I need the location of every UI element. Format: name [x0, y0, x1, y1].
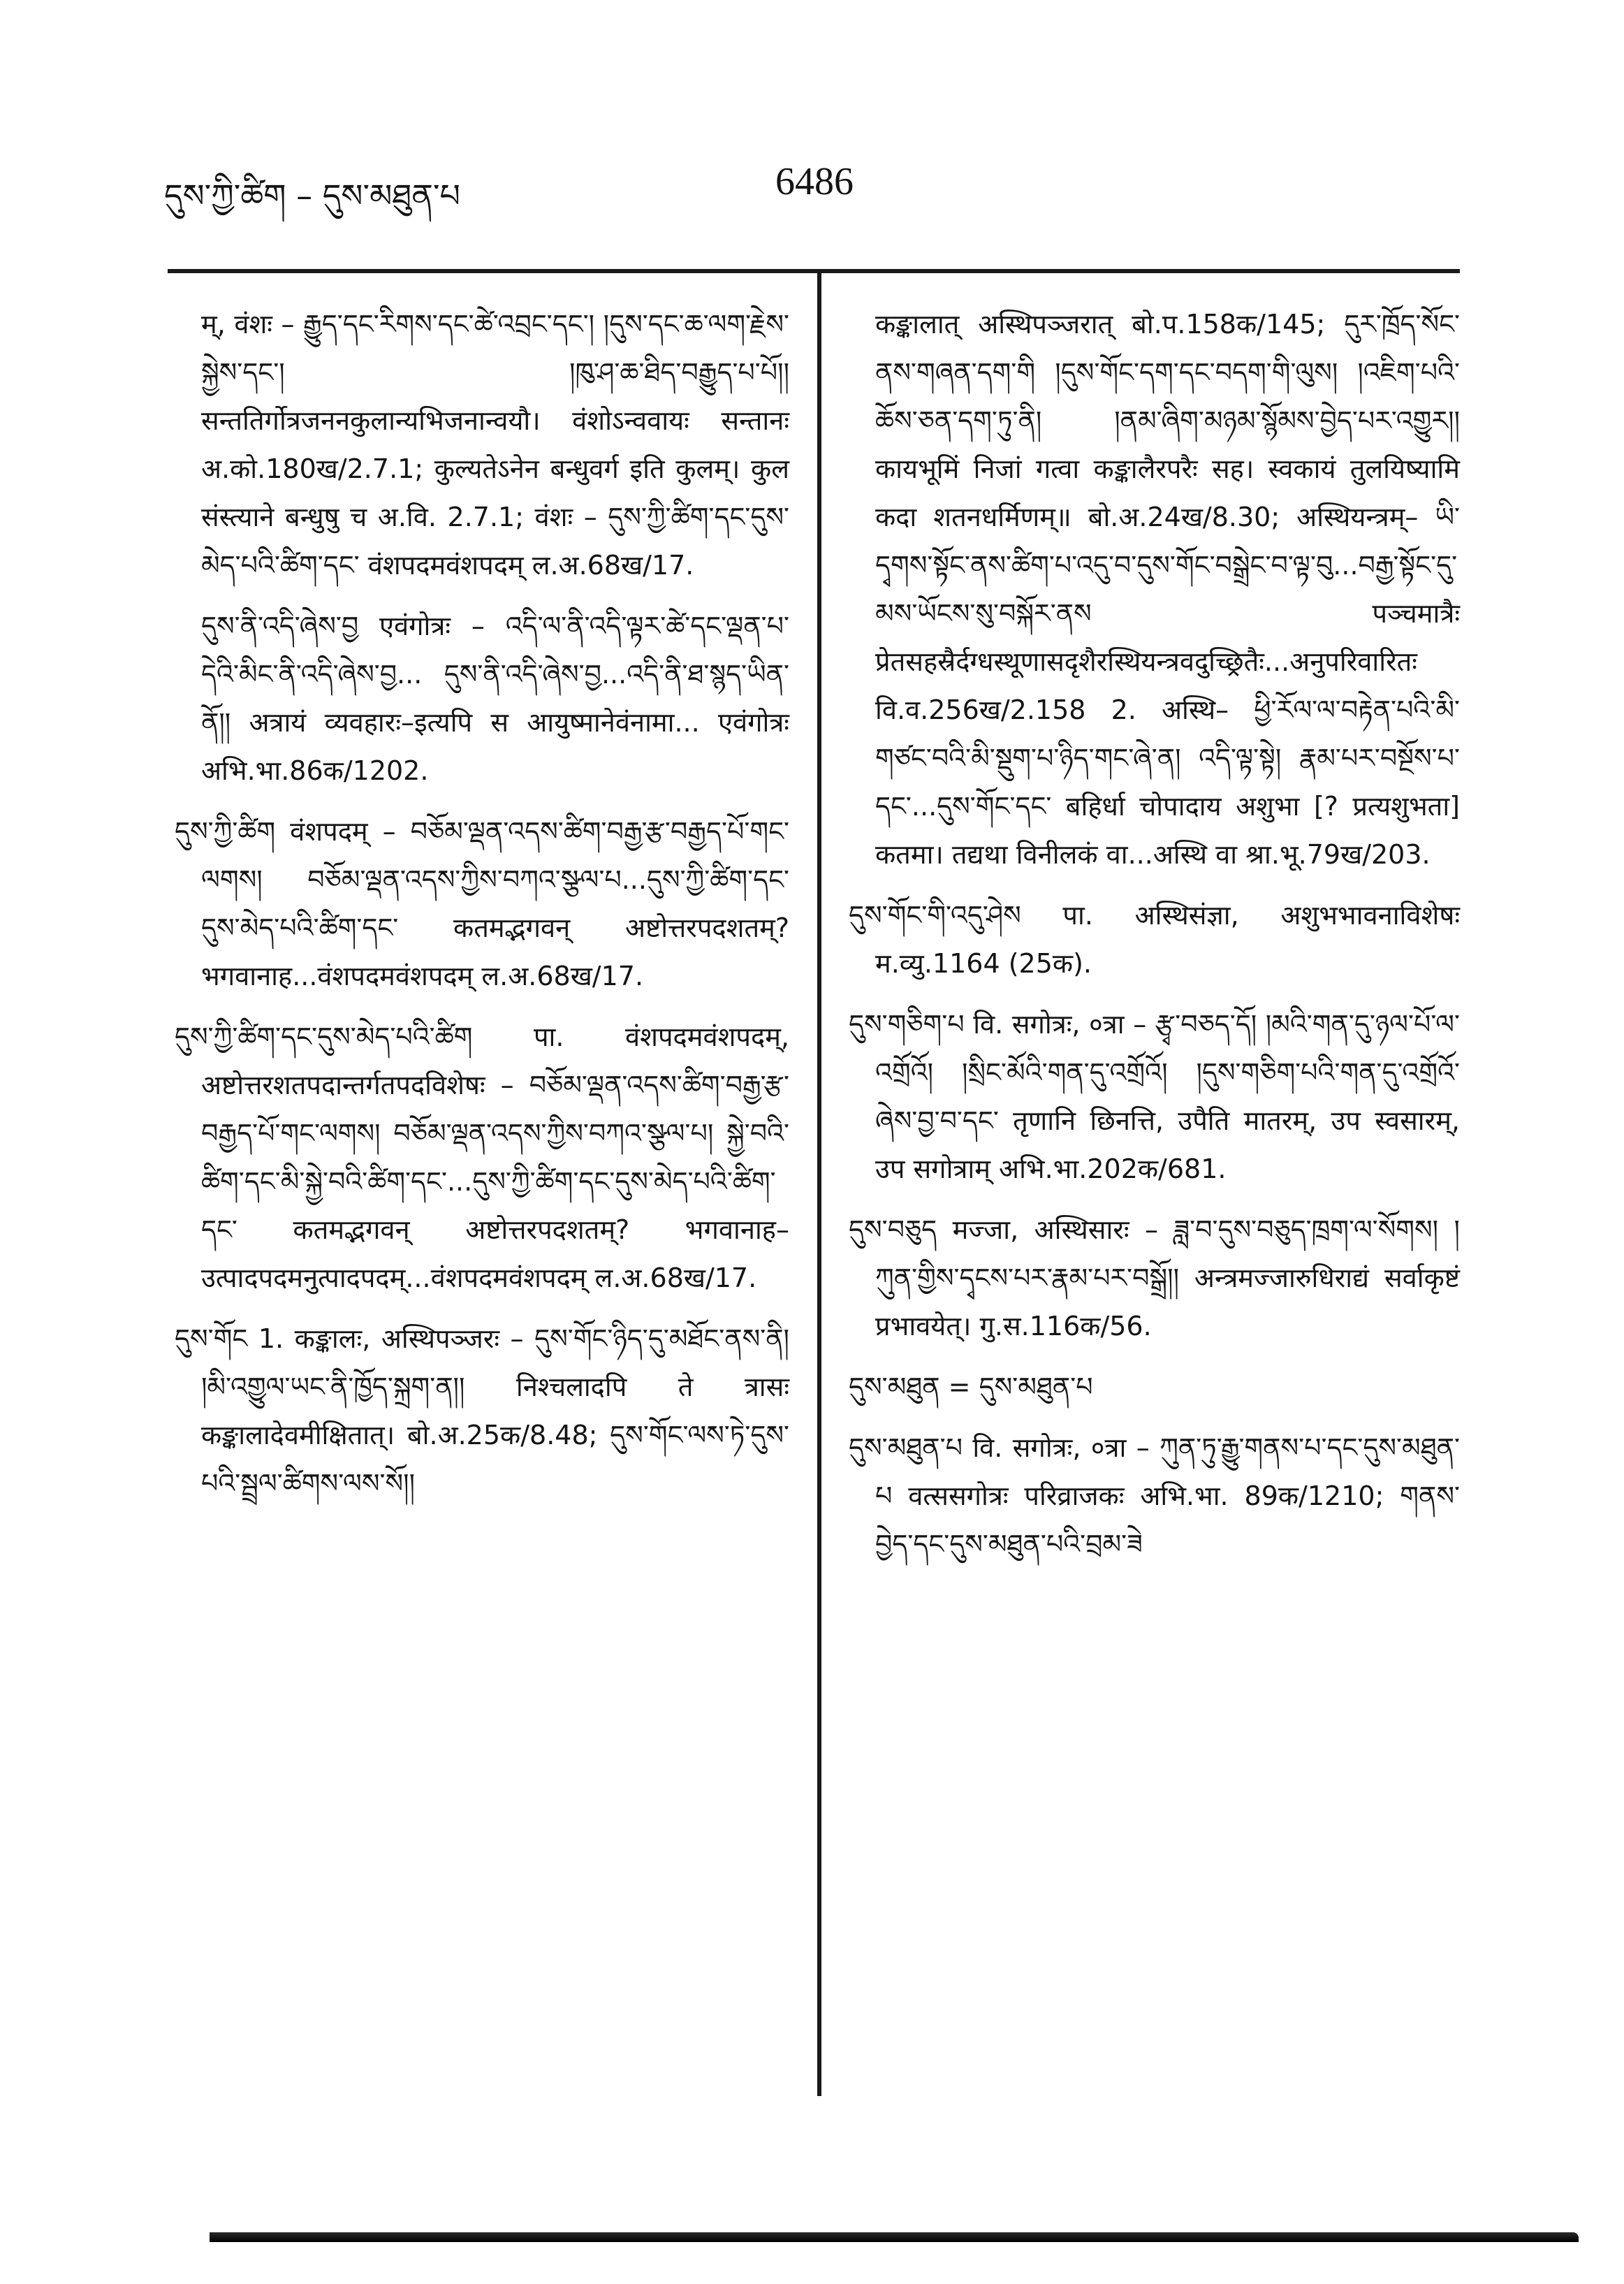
dictionary-entry: དུས་ཀྱི་ཚིག वंशपदम् – བཅོམ་ལྡན་འདས་ཚིག་བརྒྱ་རྩ་བརྒྱད་པོ་གང་ལགས། བཅོམ་ལྡན་འདས་ཀྱིས་བཀའ་སྩལ་པ...དུས་ཀྱི་ཚིག་དང་དུས་མེད་པའི་ཚིག་དང་ कतमद्भगवन् अष्टोत्तरपदशतम्? भगवानाह...वंशपदमवंशपदम् ल.अ.68ख/17. — [175, 816, 789, 991]
page-number: 6486 — [775, 160, 854, 203]
dictionary-entry: དུས་མཐུན་པ वि. सगोत्रः, ०त्रा – ཀུན་ཏུ་རྒྱུ་གནས་པ་དང་དུས་མཐུན་པ वत्ससगोत्रः परिव्राजकः अभि.भा. 89क/1210; གནས་བྱེད་དང་དུས་མཐུན་པའི་བྲམ་ཟེ — [849, 1432, 1460, 1559]
column-divider — [817, 272, 821, 2096]
running-head: དུས་ཀྱི་ཚིག – དུས་མཐུན་པ — [164, 177, 461, 214]
header-rule — [168, 269, 1460, 273]
right-column — [849, 300, 1460, 1581]
dictionary-entry: དུས་གཅིག་པ वि. सगोत्रः, ०त्रा – རྩྭ་བཅད་དོ། །མའི་གན་དུ་ཉལ་པོ་ལ་འགྲོའོ། །སྲིང་མོའི་གན་དུ་འགྲོའོ། །དུས་གཅིག་པའི་གན་དུ་འགྲོའོ་ཞེས་བྱ་བ་དང་ तृणानि छिनत्ति, उपैति मातरम्, उप स्वसारम्, उप सगोत्राम् अभि.भा.202क/681. — [849, 1009, 1460, 1184]
dictionary-entry: དུས་བཅུད मज्जा, अस्थिसारः – ཟླ་བ་དུས་བཅུད་ཁྲག་ལ་སོགས། །ཀུན་གྱིས་དྭངས་པར་རྣམ་པར་བསྒྲོ།། अन्त्रमज्जारुधिराद्यं सर्वाकृष्टं प्रभावयेत्। गु.स.116क/56. — [849, 1214, 1460, 1341]
entry-continuation: म्, वंशः – རྒྱུད་དང་རིགས་དང་ཚེ་འབྲང་དང་། །དུས་དང་ཆ་ལག་རྗེས་སྐྱེས་དང་། །ཁུ་ཤ་ཆ་ཐིད་བརྒྱུད་པ་པོ།། सन्ततिर्गोत्रजननकुलान्यभिजनान्वयौ। वंशोऽन्ववायः सन्तानः अ.को.180ख/2.7.1; कुल्यतेऽनेन बन्धुवर्ग इति कुलम्। कुल संस्त्याने बन्धुषु च अ.वि. 2.7.1; वंशः – དུས་ཀྱི་ཚིག་དང་དུས་མེད་པའི་ཚིག་དང་ वंशपदमवंशपदम् ल.अ.68ख/17. — [201, 309, 789, 581]
left-column — [175, 300, 789, 1520]
scan-edge-shadow — [210, 2232, 1579, 2242]
dictionary-entry: དུས་གོང་གི་འདུ་ཤེས पा. अस्थिसंज्ञा, अशुभभावनाविशेषः म.व्यु.1164 (25क). — [849, 900, 1460, 979]
sub-entry: དུས་ནི་འདི་ཞེས་བྱ एवंगोत्रः – འདི་ལ་ནི་འདི་ལྟར་ཚེ་དང་ལྡན་པ་དེའི་མིང་ནི་འདི་ཞེས་བྱ... དུས་ནི་འདི་ཞེས་བྱ...འདི་ནི་ཐ་སྙད་ཡིན་ནོ།། अत्रायं व्यवहारः–इत्यपि स आयुष्मानेवंनामा... एवंगोत्रः अभि.भा.86क/1202. — [201, 611, 789, 786]
entry-continuation: कङ्कालात् अस्थिपञ्जरात् बो.प.158क/145; དུར་ཁྲོད་སོང་ནས་གཞན་དག་གི །དུས་གོང་དག་དང་བདག་གི་ལུས། །འཇིག་པའི་ཆོས་ཅན་དག་ཏུ་ནི། །ནམ་ཞིག་མཉམ་སྙོམས་བྱེད་པར་འགྱུར།། कायभूमिं निजां गत्वा कङ्कालैरपरैः सह। स्वकायं तुलयिष्यामि कदा शतनधर्मिणम्॥ बो.अ.24ख/8.30; अस्थियन्त्रम्– ཡི་དྭགས་སྟོང་ནས་ཚིག་པ་འདུ་བ་དུས་གོང་བསྒྲེང་བ་ལྟ་བུ...བརྒྱ་སྟོང་དུ་མས་ཡོངས་སུ་བསྐོར་ནས पञ्चमात्रैः प्रेतसहस्रैर्दग्धस्थूणासदृशैरस्थियन्त्रवदुच्छ्रितैः...अनुपरिवारितः वि.व.256ख/2.158 2. अस्थि– ཕྱི་རོལ་ལ་བརྟེན་པའི་མི་གཙང་བའི་མི་སྡུག་པ་ཉིད་གང་ཞེ་ན། འདི་ལྟ་སྟེ། རྣམ་པར་བསྔོས་པ་དང་...དུས་གོང་དང་ बहिर्धा चोपादाय अशुभा [? प्रत्यशुभता] कतमा। तद्यथा विनीलकं वा...अस्थि वा श्रा.भू.79ख/203. — [875, 309, 1460, 870]
cross-reference: དུས་མཐུན = དུས་མཐུན་པ — [849, 1372, 1093, 1402]
dictionary-entry: དུས་ཀྱི་ཚིག་དང་དུས་མེད་པའི་ཚིག पा. वंशपदमवंशपदम्, अष्टोत्तरशतपदान्तर्गतपदविशेषः – བཅོམ་ལྡན་འདས་ཚིག་བརྒྱ་རྩ་བརྒྱད་པོ་གང་ལགས། བཅོམ་ལྡན་འདས་ཀྱིས་བཀའ་སྩལ་པ། སྐྱེ་བའི་ཚིག་དང་མི་སྐྱེ་བའི་ཚིག་དང་...དུས་ཀྱི་ཚིག་དང་དུས་མེད་པའི་ཚིག་དང་ कतमद्भगवन् अष्टोत्तरपदशतम्? भगवानाह–उत्पादपदमनुत्पादपदम्...वंशपदमवंशपदम् ल.अ.68ख/17. — [175, 1021, 789, 1293]
dictionary-entry: དུས་གོང 1. कङ्कालः, अस्थिपञ्जरः – དུས་གོང་ཉིད་དུ་མཐོང་ནས་ནི། །མི་འགྱུལ་ཡང་ནི་ཁྱོད་སྐྲག་ན།། निश्चलादपि ते त्रासः कङ्कालादेवमीक्षितात्। बो.अ.25क/8.48; དུས་གོང་ལས་ཏེ་དུས་པའི་སྦྲལ་ཚིགས་ལས་སོ།། — [175, 1323, 789, 1499]
